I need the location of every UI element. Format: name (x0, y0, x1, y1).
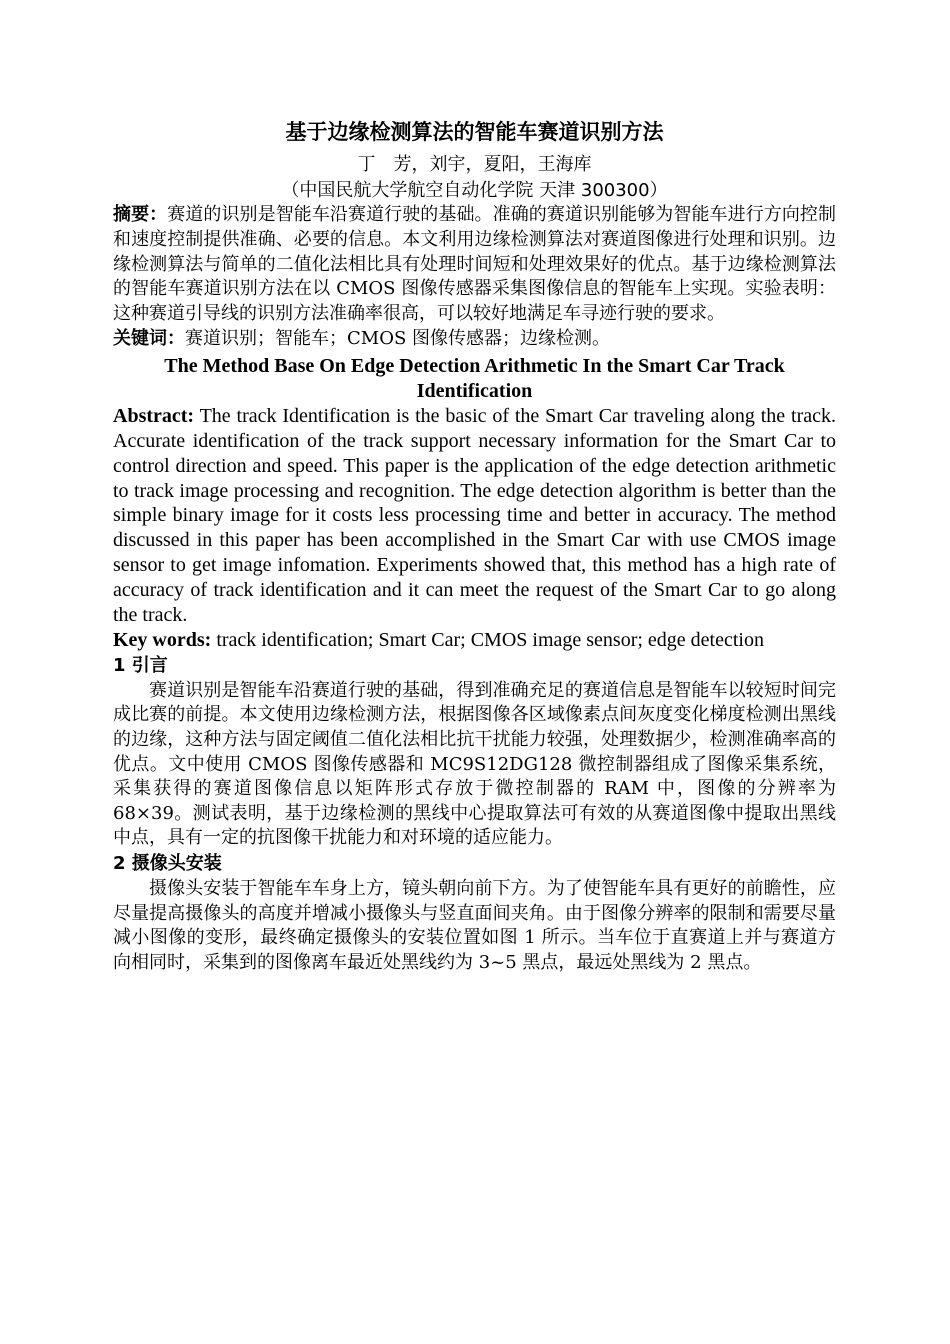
abstract-en (113, 404, 836, 628)
abstract-en-label: Abstract: (113, 404, 195, 427)
author-list: 丁 芳，刘宇，夏阳，王海库 (357, 154, 592, 175)
section-heading-camera-installation: 2 摄像头安装 (113, 853, 222, 874)
abstract-cn-text: 赛道的识别是智能车沿赛道行驶的基础。准确的赛道识别能够为智能车进行方向控制和速度控制提供准确、必要的信息。本文利用边缘检测算法对赛道图像进行处理和识别。边缘检测算法与简单的二值化法相比具有处理时间短和处理效果好的优点。基于边缘检测算法的智能车赛道识别方法在以 CMOS 图像传感器采集图像信息的智能车上实现。实验表明：这种赛道引导线的识别方法准确率很高，可以较好地满足车寻迹行驶的要求。 (113, 204, 836, 325)
section-body-introduction: 赛道识别是智能车沿赛道行驶的基础，得到准确充足的赛道信息是智能车以较短时间完成比赛的前提。本文使用边缘检测方法，根据图像各区域像素点间灰度变化梯度检测出黑线的边缘，这种方法与固定阈值二值化法相比抗干扰能力较强，处理数据少，检测准确率高的优点。文中使用 CMOS 图像传感器和 MC9S12DG128 微控制器组成了图像采集系统，采集获得的赛道图像信息以矩阵形式存放于微控制器的 RAM 中，图像的分辨率为 68×39。测试表明，基于边缘检测的黑线中心提取算法可有效的从赛道图像中提取出黑线中点，具有一定的抗图像干扰能力和对环境的适应能力。 (113, 679, 836, 849)
english-title: The Method Base On Edge Detection Arithmetic In the Smart Car Track Identification (164, 354, 785, 402)
affiliation: （中国民航大学航空自动化学院 天津 300300） (281, 180, 668, 201)
keywords-cn-text: 赛道识别；智能车；CMOS 图像传感器；边缘检测。 (185, 327, 611, 349)
paper-page (113, 116, 836, 975)
abstract-en-text: The track Identification is the basic of the Smart Car traveling along the track. Accurate identification of the track support necessary information for the Smart Car to control direction and speed. This paper is the application of the edge detection arithmetic to track image processing and recognition. The edge detection algorithm is better than the simple binary image for it costs less processing time and better in accuracy. The method discussed in this paper has been accomplished in the Smart Car with use CMOS image sensor to get image infomation. Experiments showed that, this method has a high rate of accuracy of track identification and it can meet the request of the Smart Car to go along the track. (113, 404, 836, 627)
abstract-cn (113, 203, 836, 327)
keywords-en (113, 628, 836, 653)
keywords-cn (113, 327, 836, 352)
section-heading-introduction: 1 引言 (113, 654, 168, 676)
abstract-cn-label: 摘要： (113, 204, 168, 225)
section-body-camera-installation: 摄像头安装于智能车车身上方，镜头朝向前下方。为了使智能车具有更好的前瞻性，应尽量提高摄像头的高度并增减小摄像头与竖直面间夹角。由于图像分辨率的限制和需要尽量减小图像的变形，最终确定摄像头的安装位置如图 1 所示。当车位于直赛道上并与赛道方向相同时，采集到的图像离车最近处黑线约为 3~5 黑点，最远处黑线为 2 黑点。 (113, 878, 836, 973)
paper-title: 基于边缘检测算法的智能车赛道识别方法 (285, 120, 664, 144)
keywords-en-text: track identification; Smart Car; CMOS image sensor; edge detection (211, 628, 764, 651)
keywords-en-label: Key words: (113, 628, 212, 651)
keywords-cn-label: 关键词： (113, 327, 185, 349)
